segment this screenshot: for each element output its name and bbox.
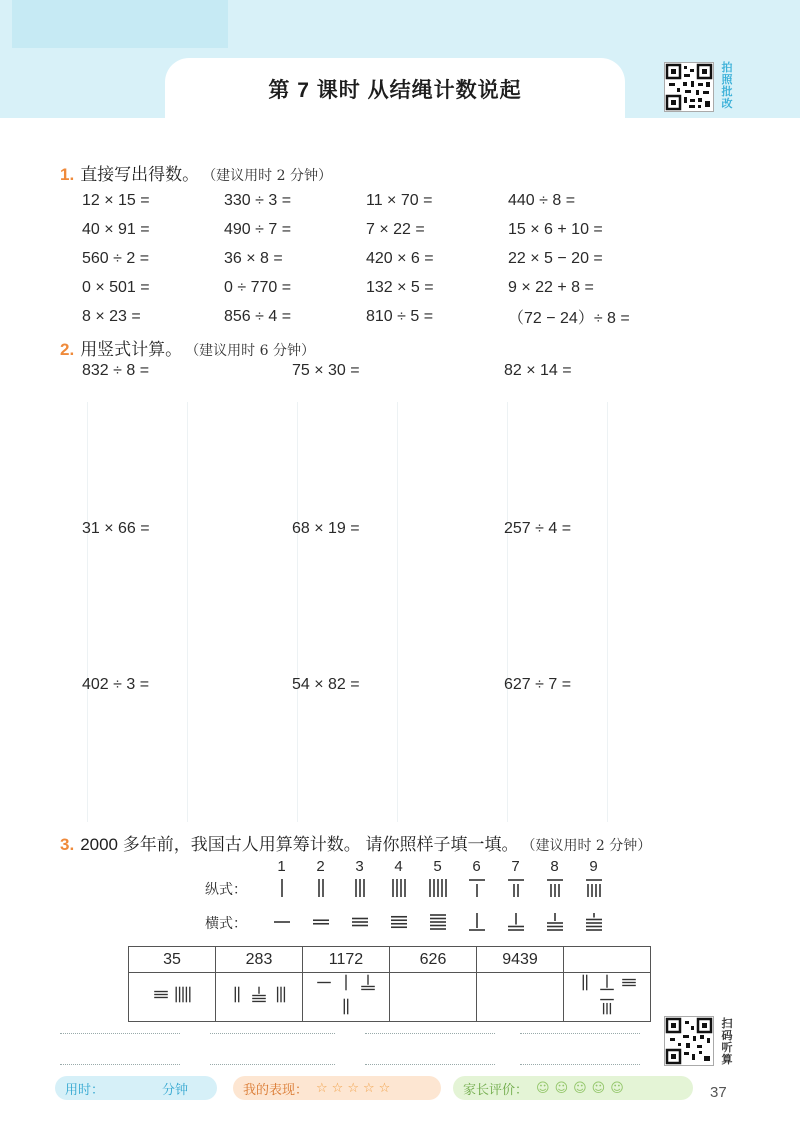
mental-math-problem: 15 × 6 + 10 = (508, 220, 603, 238)
answer-line[interactable] (210, 1033, 335, 1034)
mental-math-row (82, 186, 650, 215)
rod-table-number: 283 (216, 947, 303, 973)
vertical-rod-digit (379, 876, 418, 900)
mental-math-problem: 330 ÷ 3 = (224, 191, 292, 209)
vertical-rod-digit (262, 876, 301, 900)
vertical-problem: 31 × 66 = (82, 520, 150, 537)
answer-line[interactable] (210, 1064, 335, 1065)
rod-table-number-blank[interactable] (564, 947, 651, 973)
answer-line[interactable] (520, 1064, 640, 1065)
counting-rod-icon (596, 973, 618, 992)
mental-math-row (82, 273, 650, 302)
rod-table-rods-blank[interactable] (390, 973, 477, 1022)
vertical-problem: 832 ÷ 8 = (82, 362, 150, 379)
horizontal-rods-row (262, 910, 613, 934)
writing-guide-line (187, 402, 188, 822)
counting-rod-icon (269, 877, 295, 899)
parent-evaluation-label: 家长评价： (463, 1081, 529, 1097)
mental-math-problem: 0 × 501 = (82, 278, 150, 296)
rod-table-rods-blank[interactable] (477, 973, 564, 1022)
question-1-text: 直接写出得数。 (80, 165, 200, 184)
qr-photo-correct-label: 拍照批改 (721, 62, 733, 110)
mental-math-problem: 11 × 70 = (366, 191, 433, 209)
horizontal-rod-digit (457, 910, 496, 934)
horizontal-rod-digit (535, 910, 574, 934)
vertical-problem: 402 ÷ 3 = (82, 676, 150, 693)
writing-guide-line (87, 402, 88, 822)
vertical-rod-digit (340, 876, 379, 900)
page-number: 37 (710, 1084, 727, 1101)
performance-label: 我的表现： (243, 1081, 309, 1097)
answer-line[interactable] (365, 1033, 495, 1034)
answer-line[interactable] (365, 1064, 495, 1065)
time-unit: 分钟 (162, 1081, 189, 1097)
mental-math-grid (82, 186, 650, 331)
question-1-hint: （建议用时 2 分钟） (209, 168, 332, 184)
horizontal-rod-digit (262, 910, 301, 934)
rod-table-number-row (129, 947, 651, 973)
mental-math-problem: 7 × 22 = (366, 220, 425, 238)
mental-math-row (82, 215, 650, 244)
rod-digit: 3 (355, 858, 364, 875)
lesson-title: 第 7 课时 从结绳计数说起 (268, 79, 522, 102)
horizontal-form-label: 横式： (205, 915, 247, 931)
mental-math-problem: 560 ÷ 2 = (82, 249, 150, 267)
question-3-heading (60, 830, 651, 855)
rod-table-rods (129, 973, 216, 1022)
mental-math-row (82, 302, 650, 331)
horizontal-rod-digit (496, 910, 535, 934)
vertical-problem: 627 ÷ 7 = (504, 676, 572, 693)
horizontal-rod-digit (301, 910, 340, 934)
mental-math-problem: 856 ÷ 4 = (224, 307, 292, 325)
writing-guide-line (397, 402, 398, 822)
qr-listen-label: 扫码听算 (721, 1018, 733, 1066)
counting-rod-icon (425, 911, 451, 933)
counting-rod-icon (386, 877, 412, 899)
horizontal-rod-digit (379, 910, 418, 934)
qr-code-icon[interactable] (664, 1016, 714, 1066)
horizontal-rod-digit (418, 910, 457, 934)
counting-rod-icon (335, 973, 357, 992)
rod-digit-header (262, 858, 613, 875)
writing-guide-line (507, 402, 508, 822)
counting-rod-icon (269, 911, 295, 933)
mental-math-problem: 440 ÷ 8 = (508, 191, 576, 209)
counting-rod-icon (542, 911, 568, 933)
vertical-rod-digit (418, 876, 457, 900)
question-3-text: 2000 多年前，我国古人用算筹计数。 请你照样子填一填。 (80, 835, 519, 854)
rod-digit: 5 (433, 858, 442, 875)
counting-rod-icon (581, 911, 607, 933)
mental-math-problem: （72 − 24）÷ 8 = (508, 310, 630, 327)
mental-math-problem: 12 × 15 = (82, 191, 150, 209)
rod-table-rods-row (129, 973, 651, 1022)
counting-rod-icon (308, 877, 334, 899)
counting-rod-icon (313, 973, 335, 992)
counting-rod-icon (308, 911, 334, 933)
counting-rod-icon (357, 973, 379, 992)
answer-line[interactable] (520, 1033, 640, 1034)
mental-math-problem: 810 ÷ 5 = (366, 307, 434, 325)
mental-math-row (82, 244, 650, 273)
question-3-hint: （建议用时 2 分钟） (528, 838, 652, 854)
question-2-hint: （建议用时 6 分钟） (192, 343, 315, 359)
counting-rod-icon (542, 877, 568, 899)
question-1-heading (60, 160, 332, 185)
counting-rod-icon (503, 911, 529, 933)
rod-table-number: 9439 (477, 947, 564, 973)
counting-rod-icon (347, 911, 373, 933)
vertical-rods-row (262, 876, 613, 900)
counting-rod-icon (618, 973, 640, 992)
mental-math-problem: 22 × 5 − 20 = (508, 249, 603, 267)
mental-math-problem: 40 × 91 = (82, 220, 150, 238)
vertical-rod-digit (535, 876, 574, 900)
question-2-text: 用竖式计算。 (80, 340, 183, 359)
counting-rod-icon (347, 877, 373, 899)
vertical-rod-digit (301, 876, 340, 900)
counting-rod-icon (503, 877, 529, 899)
counting-rod-icon (464, 911, 490, 933)
vertical-rod-digit (574, 876, 613, 900)
rod-digit: 4 (394, 858, 403, 875)
mental-math-problem: 132 × 5 = (366, 278, 434, 296)
answer-line[interactable] (60, 1064, 180, 1065)
counting-rod-icon (150, 985, 172, 1004)
star-rating-icon[interactable]: ☆☆☆☆☆ (316, 1080, 395, 1096)
rod-practice-table (128, 946, 651, 1022)
vertical-problem: 257 ÷ 4 = (504, 520, 572, 537)
counting-rod-icon (335, 997, 357, 1016)
mental-math-problem: 9 × 22 + 8 = (508, 278, 594, 296)
rod-digit: 9 (589, 858, 598, 875)
rod-table-number: 35 (129, 947, 216, 973)
rod-digit: 6 (472, 858, 481, 875)
rod-digit: 8 (550, 858, 559, 875)
counting-rod-icon (425, 877, 451, 899)
horizontal-rod-digit (574, 910, 613, 934)
counting-rod-icon (248, 985, 270, 1004)
qr-code-icon[interactable] (664, 62, 714, 112)
counting-rod-icon (596, 997, 618, 1016)
header-tab-decoration (12, 0, 228, 48)
mental-math-problem: 8 × 23 = (82, 307, 141, 325)
vertical-problem: 54 × 82 = (292, 676, 360, 693)
vertical-rod-digit (496, 876, 535, 900)
vertical-problem: 68 × 19 = (292, 520, 360, 537)
smiley-face-icon[interactable]: ☺☺☺☺☺ (536, 1080, 629, 1096)
counting-rod-icon (386, 911, 412, 933)
counting-rod-icon (270, 985, 292, 1004)
writing-guide-line (607, 402, 608, 822)
time-used-pill (55, 1076, 217, 1100)
rod-table-number: 1172 (303, 947, 390, 973)
rod-table-rods (216, 973, 303, 1022)
counting-rod-icon (226, 985, 248, 1004)
mental-math-problem: 0 ÷ 770 = (224, 278, 292, 296)
vertical-problem: 75 × 30 = (292, 362, 360, 379)
mental-math-problem: 420 × 6 = (366, 249, 434, 267)
counting-rod-icon (581, 877, 607, 899)
counting-rod-icon (172, 985, 194, 1004)
time-used-label: 用时： (65, 1081, 105, 1097)
answer-line[interactable] (60, 1033, 180, 1034)
rod-digit: 1 (277, 858, 286, 875)
rod-table-rods (564, 973, 651, 1022)
counting-rod-icon (574, 973, 596, 992)
mental-math-problem: 36 × 8 = (224, 249, 283, 267)
question-2-number: 2. (60, 340, 75, 359)
vertical-problem: 82 × 14 = (504, 362, 572, 379)
question-3-number: 3. (60, 835, 75, 854)
horizontal-rod-digit (340, 910, 379, 934)
writing-guide-line (297, 402, 298, 822)
rod-table-rods (303, 973, 390, 1022)
rod-digit: 7 (511, 858, 520, 875)
rod-digit: 2 (316, 858, 325, 875)
vertical-rod-digit (457, 876, 496, 900)
vertical-form-label: 纵式： (205, 881, 247, 897)
mental-math-problem: 490 ÷ 7 = (224, 220, 292, 238)
question-2-heading (60, 335, 315, 360)
rod-table-number: 626 (390, 947, 477, 973)
footer-evaluation-bar (55, 1076, 735, 1104)
counting-rod-icon (464, 877, 490, 899)
parent-evaluation-pill (453, 1076, 693, 1100)
question-1-number: 1. (60, 165, 75, 184)
performance-pill (233, 1076, 441, 1100)
